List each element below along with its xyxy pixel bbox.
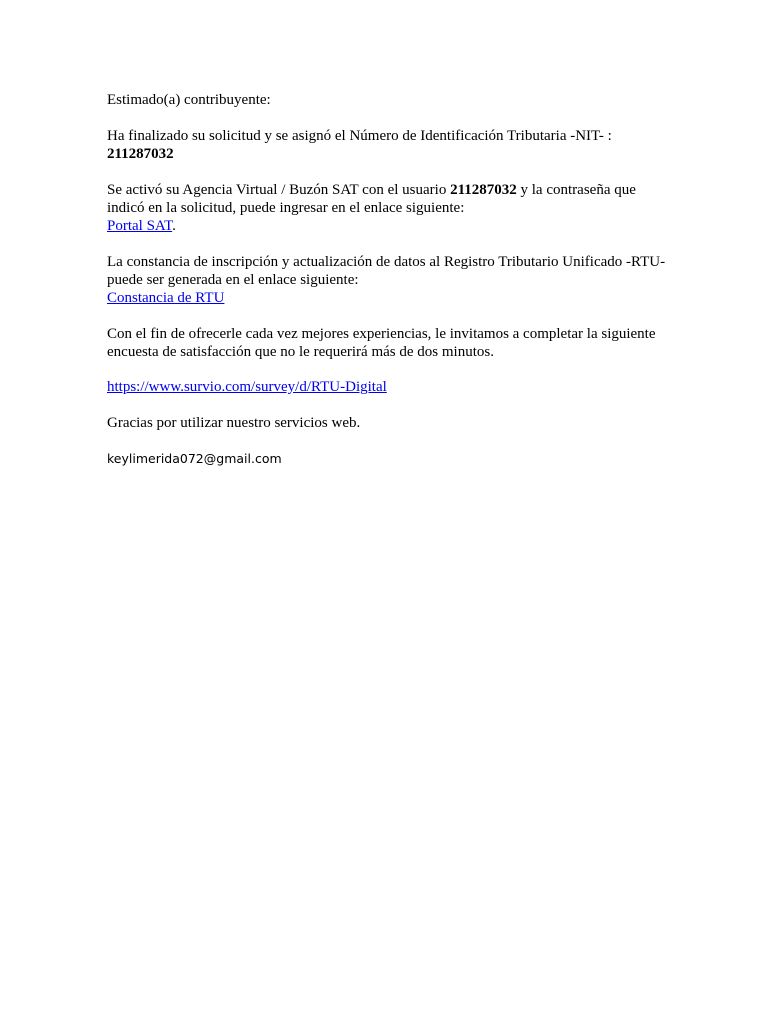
portal-sat-link[interactable]: Portal SAT — [107, 218, 173, 234]
thanks-text: Gracias por utilizar nuestro servicios web. — [107, 415, 361, 431]
survey-paragraph: Con el fin de ofrecerle cada vez mejores experiencias, le invitamos a completar la siguiente encuesta de satisfacción que no le requerirá más de dos minutos. — [107, 326, 656, 360]
agency-paragraph — [107, 181, 667, 235]
agency-user: 211287032 — [450, 182, 517, 198]
nit-number: 211287032 — [107, 146, 174, 162]
constancia-rtu-link[interactable]: Constancia de RTU — [107, 290, 225, 306]
survey-link-paragraph — [107, 378, 667, 396]
rtu-paragraph — [107, 253, 667, 307]
survey-link[interactable]: https://www.survio.com/survey/d/RTU-Digital — [107, 379, 387, 395]
email-body — [107, 91, 667, 486]
greeting: Estimado(a) contribuyente: — [107, 92, 271, 108]
nit-text: Ha finalizado su solicitud y se asignó el Número de Identificación Tributaria -NIT- : — [107, 128, 612, 144]
agency-text-before: Se activó su Agencia Virtual / Buzón SAT con el usuario — [107, 182, 451, 198]
rtu-text: La constancia de inscripción y actualización de datos al Registro Tributario Unificado -RTU- puede ser generada en el enlace siguiente: — [107, 254, 666, 288]
agency-text-after: y la contraseña que indicó en la solicitud, puede ingresar en el enlace siguiente: — [107, 182, 636, 216]
email-address: keylimerida072@gmail.com — [107, 451, 282, 466]
agency-trailing: . — [172, 218, 176, 234]
nit-paragraph — [107, 127, 667, 163]
